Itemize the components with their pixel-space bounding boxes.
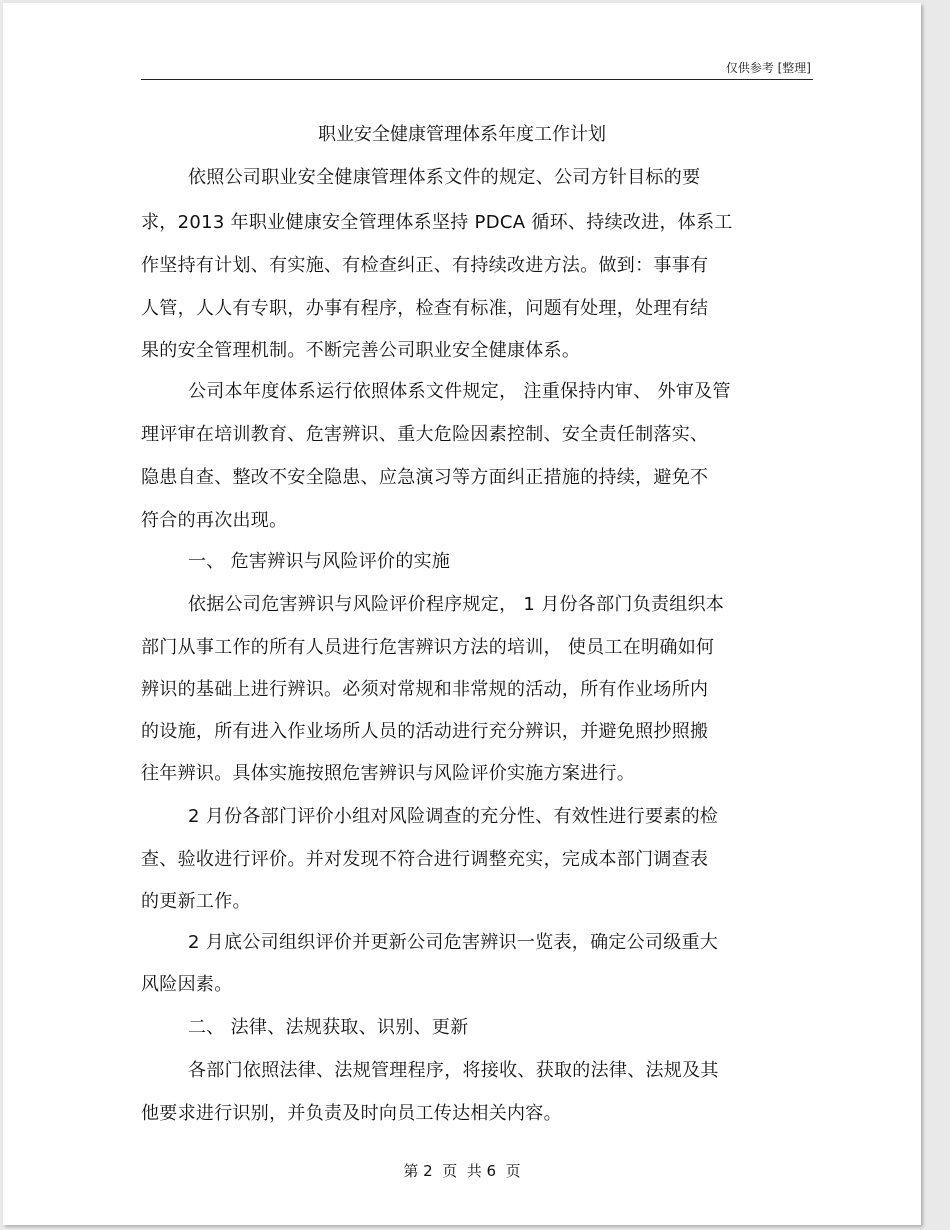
section-heading: 一、 危害辨识与风险评价的实施 — [188, 551, 451, 572]
body-line: 2 月底公司组织评价并更新公司危害辨识一览表，确定公司级重大 — [188, 932, 719, 953]
body-line: 的设施，所有进入作业场所人员的活动进行充分辨识，并避免照抄照搬 — [141, 721, 709, 742]
page-number-footer: 第 2 页 共 6 页 — [403, 1162, 521, 1180]
body-line: 部门从事工作的所有人员进行危害辨识方法的培训， 使员工在明确如何 — [141, 637, 715, 658]
body-line: 的更新工作。 — [141, 891, 251, 912]
body-line: 人管，人人有专职，办事有程序，检查有标准，问题有处理，处理有结 — [141, 298, 709, 319]
body-line: 隐患自查、整改不安全隐患、应急演习等方面纠正措施的持续，避免不 — [141, 467, 709, 488]
body-line: 2 月份各部门评价小组对风险调查的充分性、有效性进行要素的检 — [188, 806, 719, 827]
header-note: 仅供参考 [整理] — [725, 61, 811, 75]
body-line: 符合的再次出现。 — [141, 510, 288, 531]
body-line: 理评审在培训教育、危害辨识、重大危险因素控制、安全责任制落实、 — [141, 424, 709, 445]
body-line: 依据公司危害辨识与风险评价程序规定， 1 月份各部门负责组织本 — [188, 594, 725, 615]
body-line: 求，2013 年职业健康安全管理体系坚持 PDCA 循环、持续改进，体系工 — [141, 212, 733, 233]
body-line: 辨识的基础上进行辨识。必须对常规和非常规的活动，所有作业场所内 — [141, 679, 709, 700]
body-line: 公司本年度体系运行依照体系文件规定， 注重保持内审、 外审及管 — [188, 381, 731, 402]
body-line: 他要求进行识别，并负责及时向员工传达相关内容。 — [141, 1103, 562, 1124]
body-line: 依照公司职业安全健康管理体系文件的规定、公司方针目标的要 — [188, 167, 701, 188]
body-line: 查、验收进行评价。并对发现不符合进行调整充实，完成本部门调查表 — [141, 849, 709, 870]
body-line: 作坚持有计划、有实施、有检查纠正、有持续改进方法。做到：事事有 — [141, 255, 709, 276]
body-line: 往年辨识。具体实施按照危害辨识与风险评价实施方案进行。 — [141, 763, 636, 784]
document-page — [3, 3, 921, 1225]
section-heading: 二、 法律、法规获取、识别、更新 — [188, 1017, 469, 1038]
header-divider — [141, 79, 813, 80]
body-line: 各部门依照法律、法规管理程序，将接收、获取的法律、法规及其 — [188, 1060, 719, 1081]
document-title: 职业安全健康管理体系年度工作计划 — [318, 124, 606, 145]
body-line: 果的安全管理机制。不断完善公司职业安全健康体系。 — [141, 340, 581, 361]
body-line: 风险因素。 — [141, 974, 233, 995]
